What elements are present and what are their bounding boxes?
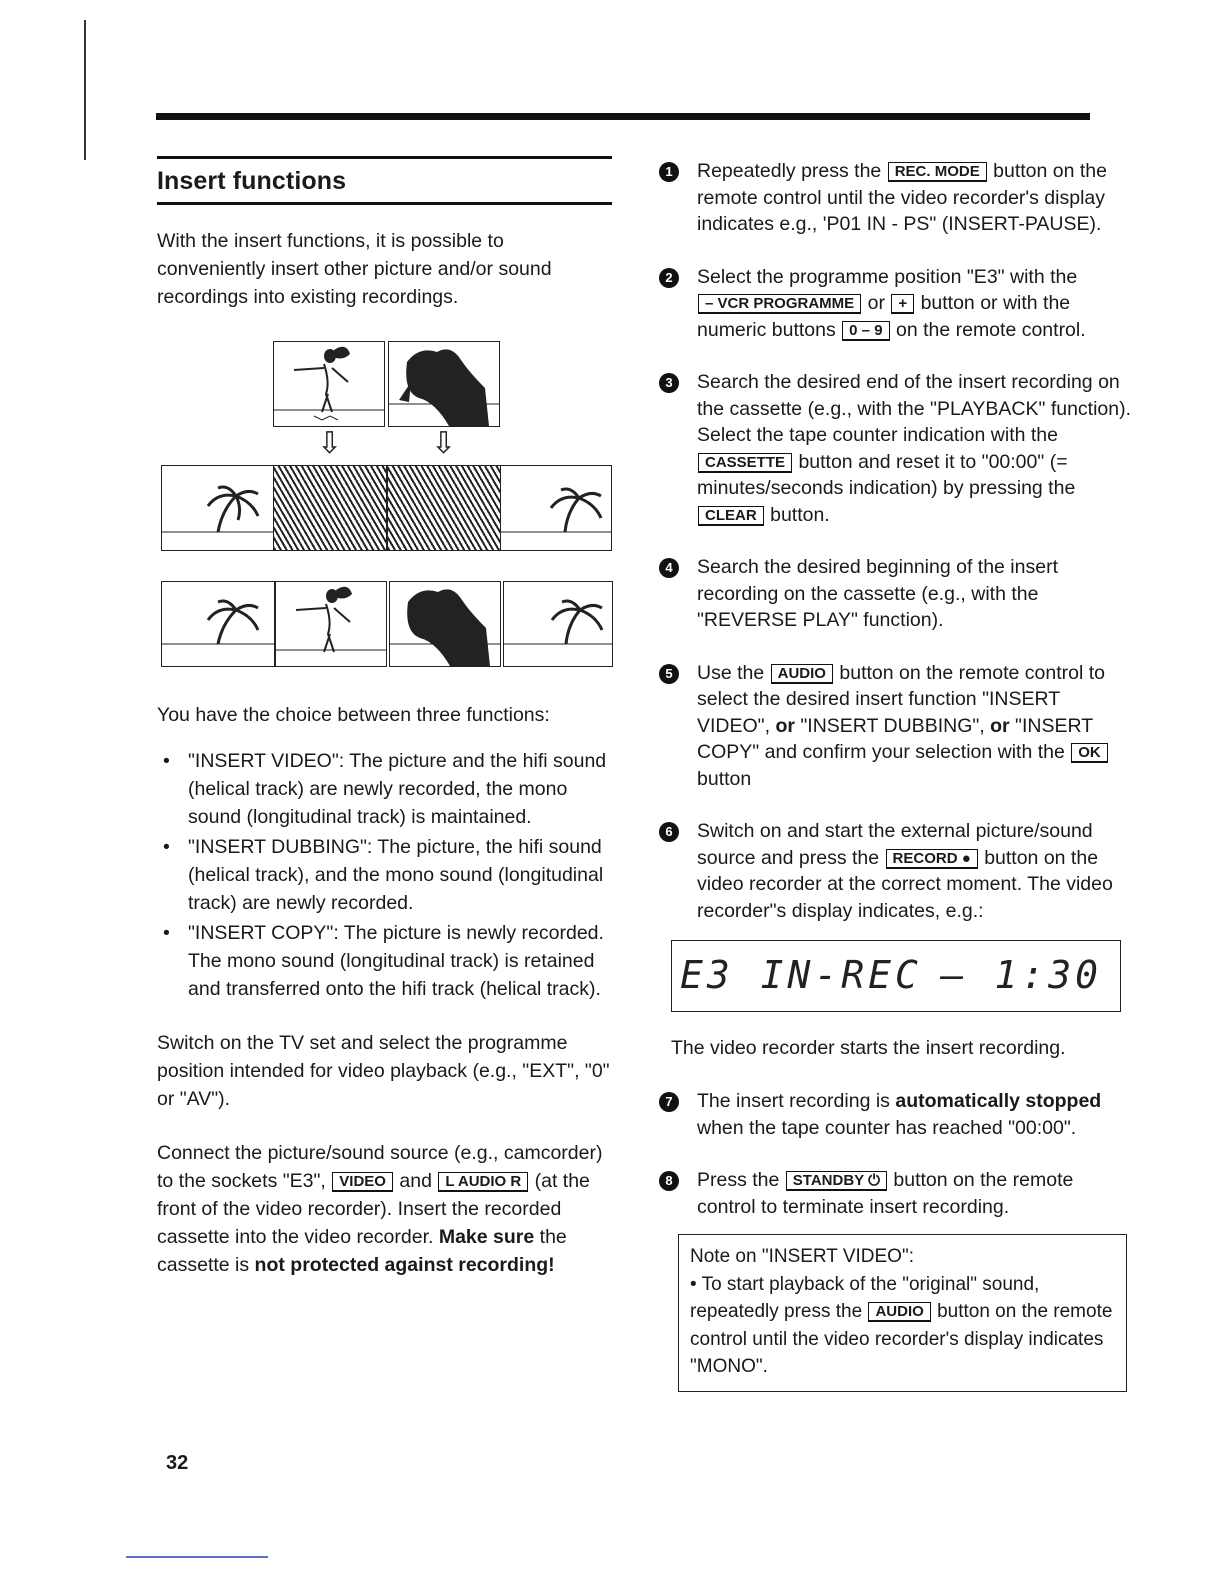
connect-paragraph	[157, 1139, 617, 1279]
or-emphasis: or	[990, 714, 1010, 737]
step-text: button and reset it to "00:00" (= minutes/seconds indication) by pressing the	[697, 450, 1076, 499]
step-text: Search the desired end of the insert recording on the cassette (e.g., with the "PLAYBACK" function). Select the tape counter indication with the	[697, 371, 1132, 446]
function-text: "INSERT VIDEO": The picture and the hifi sound (helical track) are newly recorded, the mono sound (longitudinal track) is maintained.	[188, 750, 607, 828]
frame-palm-bottom-right	[503, 581, 613, 667]
step-number-icon: 2	[659, 268, 679, 288]
page-number: 32	[166, 1452, 189, 1474]
step-text: Press the	[697, 1169, 780, 1191]
step-text: Repeatedly press the	[697, 160, 882, 182]
step-text: button.	[770, 503, 830, 526]
frame-palm-left	[161, 465, 274, 551]
bullet: •	[163, 750, 170, 772]
connect-text: Connect the picture/sound source (e.g., camcorder) to the sockets "E3",	[157, 1142, 603, 1192]
step-text: Switch on and start the external picture/sound source and press the	[697, 820, 1093, 869]
step-number-icon: 3	[659, 373, 679, 393]
step-text: Search the desired beginning of the insert recording on the cassette (e.g., with the "REVERSE PLAY" function).	[697, 556, 1058, 631]
step-text: The insert recording is	[697, 1090, 890, 1112]
step-text: Select the programme position "E3" with the	[697, 265, 1078, 288]
frame-cloak-bottom	[389, 581, 501, 667]
step-number-icon: 8	[659, 1171, 679, 1191]
ok-key: OK	[1071, 743, 1108, 763]
step-5	[657, 660, 1132, 793]
recorder-display	[671, 940, 1121, 1012]
step-text: or	[867, 292, 885, 314]
or-emphasis: or	[775, 714, 795, 737]
video-key: VIDEO	[332, 1172, 393, 1192]
step-number-icon: 7	[659, 1092, 679, 1112]
step-1	[657, 158, 1132, 238]
standby-key: STANDBY ⏻	[786, 1171, 887, 1191]
function-item	[157, 919, 617, 1003]
display-counter-text: – 1:30	[940, 953, 1102, 997]
after-display-text: The video recorder starts the insert recording.	[671, 1037, 1066, 1059]
step-text: Use the	[697, 661, 765, 684]
tv-paragraph: Switch on the TV set and select the programme position intended for video playback (e.g., "EXT", "0" or "AV").	[157, 1032, 610, 1110]
connect-and: and	[399, 1170, 432, 1192]
step-2	[657, 264, 1132, 344]
intro-paragraph: With the insert functions, it is possible to conveniently insert other picture and/or sound recordings into existing recordings.	[157, 230, 552, 308]
cassette-key: CASSETTE	[698, 453, 792, 473]
vcr-programme-key: – VCR PROGRAMME	[698, 294, 861, 314]
not-protected-emphasis: not protected against recording!	[254, 1254, 555, 1276]
frame-palm-bottom-left	[161, 581, 275, 667]
function-item	[157, 747, 617, 831]
function-item	[157, 833, 617, 917]
note-body	[690, 1271, 1116, 1381]
step-number-icon: 1	[659, 162, 679, 182]
note-text: • To start playback of the "original" sound, repeatedly press the	[690, 1273, 1040, 1322]
step-3	[657, 369, 1132, 528]
palm-picture-bottom-right	[504, 582, 612, 666]
step-text: button on the remote control to terminate insert recording.	[697, 1169, 1074, 1218]
audio-lr-key: L AUDIO R	[438, 1172, 528, 1192]
frame-noise-1	[273, 465, 387, 551]
left-column	[157, 150, 617, 1279]
rec-mode-key: REC. MODE	[888, 162, 987, 182]
step-text: button on the remote control until the video recorder's display indicates e.g., 'P01 IN - PS" (INSERT-PAUSE).	[697, 160, 1107, 235]
palm-picture-right	[501, 466, 611, 550]
bullet: •	[163, 836, 170, 858]
step-text: button on the remote control to select the desired insert function "INSERT VIDEO",	[697, 661, 1105, 737]
connect-text-3: the cassette is	[157, 1226, 567, 1276]
plus-key: +	[891, 294, 914, 314]
frame-cloak	[388, 341, 500, 427]
step-7	[657, 1088, 1132, 1141]
function-text: "INSERT DUBBING": The picture, the hifi sound (helical track), and the mono sound (longitudinal track) are newly recorded.	[188, 836, 604, 914]
cloak-picture-bottom	[390, 582, 500, 666]
function-list	[157, 747, 617, 1003]
note-title: Note on "INSERT VIDEO":	[690, 1246, 914, 1267]
dancer-picture	[274, 342, 384, 426]
palm-picture-bottom-left	[162, 582, 274, 666]
bullet: •	[163, 922, 170, 944]
header-rule	[156, 113, 1090, 120]
step-4	[657, 554, 1132, 634]
step-number-icon: 6	[659, 822, 679, 842]
step-number-icon: 4	[659, 558, 679, 578]
palm-picture-left	[162, 466, 274, 550]
step-text: on the remote control.	[895, 318, 1086, 341]
note-text: button on the remote control until the video recorder's display indicates "MONO".	[690, 1301, 1113, 1377]
dancer-picture-bottom	[276, 582, 386, 666]
right-column	[657, 158, 1132, 1392]
display-mode-text: E3 IN-REC	[680, 953, 922, 997]
step-8	[657, 1167, 1132, 1220]
step-text: button on the video recorder at the correct moment. The video recorder"s display indicates, e.g.:	[697, 846, 1113, 922]
step-6	[657, 818, 1132, 924]
insert-illustration	[157, 341, 613, 671]
frame-noise-2	[387, 465, 501, 551]
step-text: button or with the numeric buttons	[697, 292, 1071, 341]
margin-rule	[84, 20, 86, 160]
clear-key: CLEAR	[698, 506, 764, 526]
cloak-picture	[389, 342, 499, 426]
arrow-down-icon-1: ⇩	[317, 427, 343, 460]
arrow-down-icon-2: ⇩	[431, 427, 457, 460]
section-header	[157, 156, 612, 205]
step-text: "INSERT COPY" and confirm your selection with the	[697, 714, 1093, 763]
section-title: Insert functions	[157, 167, 347, 195]
function-text: "INSERT COPY": The picture is newly recorded. The mono sound (longitudinal track) is retained and transferred onto the hifi track (helical track).	[188, 922, 604, 1000]
frame-palm-right	[501, 465, 612, 551]
choice-lead: You have the choice between three functions:	[157, 704, 550, 726]
step-list-2	[657, 1088, 1132, 1220]
bottom-line	[126, 1556, 268, 1558]
step-text: "INSERT DUBBING",	[800, 714, 985, 737]
connect-text-2: (at the front of the video recorder). Insert the recorded cassette into the video recorder.	[157, 1170, 590, 1248]
record-key: RECORD ●	[886, 849, 978, 869]
audio-key: AUDIO	[771, 664, 833, 684]
step-text: button	[697, 767, 752, 790]
audio-key-note: AUDIO	[868, 1302, 930, 1322]
note-box	[678, 1234, 1127, 1392]
step-list	[657, 158, 1132, 924]
numeric-key: 0 – 9	[842, 321, 889, 341]
frame-dancer	[273, 341, 385, 427]
stopped-emphasis: automatically stopped	[895, 1090, 1102, 1112]
make-sure-emphasis: Make sure	[438, 1226, 535, 1248]
step-text: when the tape counter has reached "00:00".	[697, 1116, 1077, 1139]
step-number-icon: 5	[659, 664, 679, 684]
frame-dancer-bottom	[275, 581, 387, 667]
